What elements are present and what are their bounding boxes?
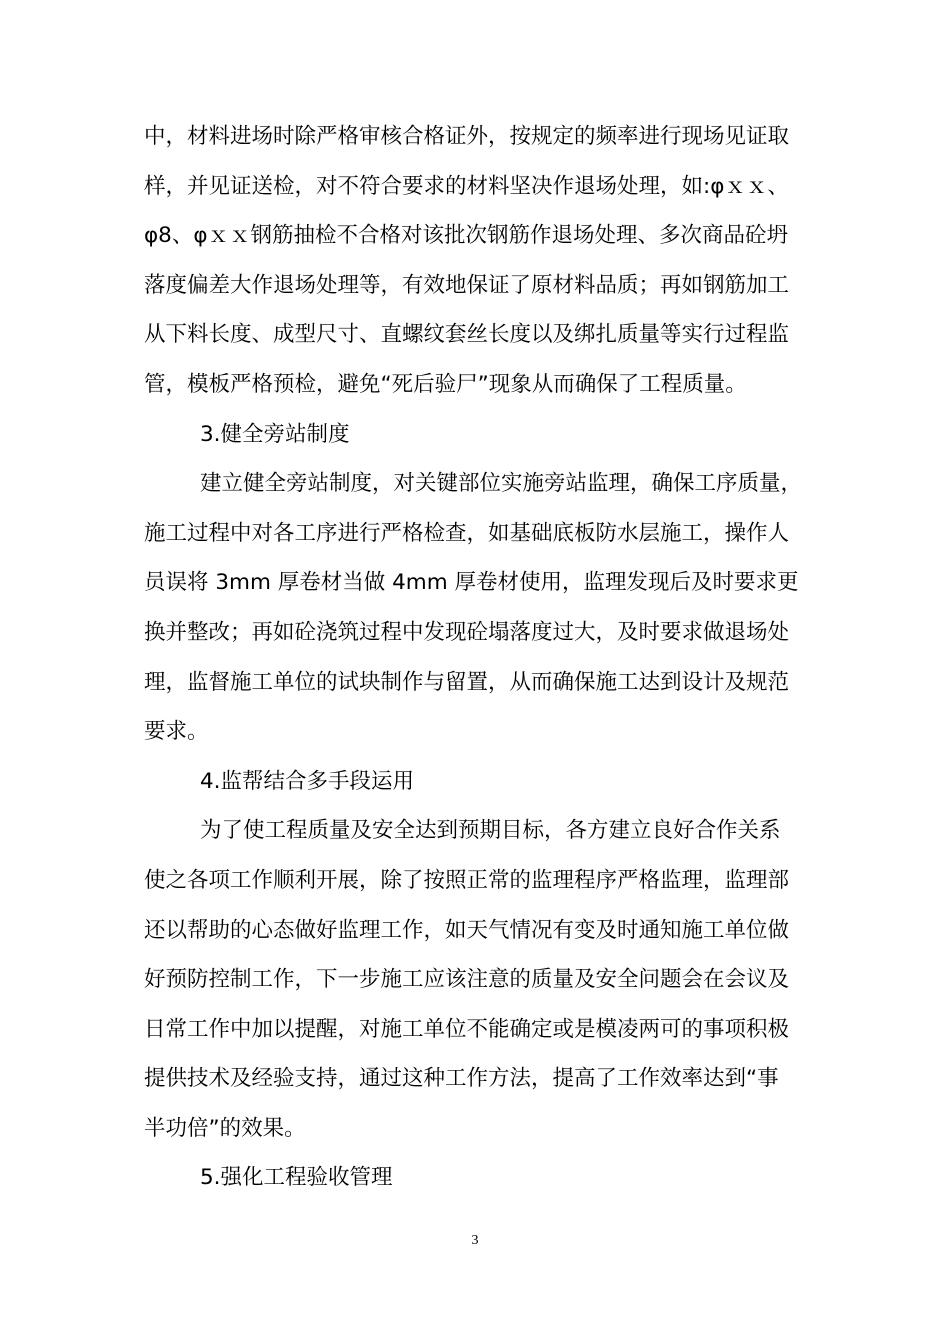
text-line: 落度偏差大作退场处理等，有效地保证了原材料品质；再如钢筋加工 [144, 272, 790, 298]
text-line: 要求。 [144, 719, 209, 745]
text-line: 3.健全旁站制度 [200, 421, 350, 447]
page-number: 3 [471, 1233, 479, 1248]
text-line: 还以帮助的心态做好监理工作，如天气情况有变及时通知施工单位做 [144, 917, 790, 943]
body-text [144, 112, 806, 1203]
text-line: 管，模板严格预检，避免“死后验尸”现象从而确保了工程质量。 [144, 371, 747, 397]
text-line: 施工过程中对各工序进行严格检查，如基础底板防水层施工，操作人 [144, 520, 790, 546]
text-line: 日常工作中加以提醒，对施工单位不能确定或是模凌两可的事项积极 [144, 1016, 790, 1042]
text-line: 建立健全旁站制度，对关键部位实施旁站监理，确保工序质量， [200, 471, 803, 497]
text-line: 半功倍”的效果。 [144, 1115, 306, 1141]
text-line: φ8、φｘｘ钢筋抽检不合格对该批次钢筋作退场处理、多次商品砼坍 [144, 223, 789, 249]
text-line: 样，并见证送检，对不符合要求的材料坚决作退场处理，如:φｘｘ、 [144, 173, 789, 199]
text-line: 理，监督施工单位的试块制作与留置，从而确保施工达到设计及规范 [144, 669, 790, 695]
text-line: 员误将 3mm 厚卷材当做 4mm 厚卷材使用，监理发现后及时要求更 [144, 570, 799, 596]
text-line: 从下料长度、成型尺寸、直螺纹套丝长度以及绑扎质量等实行过程监 [144, 322, 790, 348]
text-line: 使之各项工作顺利开展，除了按照正常的监理程序严格监理，监理部 [144, 867, 790, 893]
text-line: 为了使工程质量及安全达到预期目标，各方建立良好合作关系 [200, 818, 781, 844]
text-line: 好预防控制工作，下一步施工应该注意的质量及安全问题会在会议及 [144, 967, 790, 993]
text-line: 换并整改；再如砼浇筑过程中发现砼塌落度过大，及时要求做退场处 [144, 619, 790, 645]
text-line: 提供技术及经验支持，通过这种工作方法，提高了工作效率达到“事 [144, 1066, 779, 1092]
text-line: 5.强化工程验收管理 [200, 1165, 393, 1191]
text-line: 4.监帮结合多手段运用 [200, 768, 415, 794]
text-line: 中，材料进场时除严格审核合格证外，按规定的频率进行现场见证取 [144, 124, 790, 149]
